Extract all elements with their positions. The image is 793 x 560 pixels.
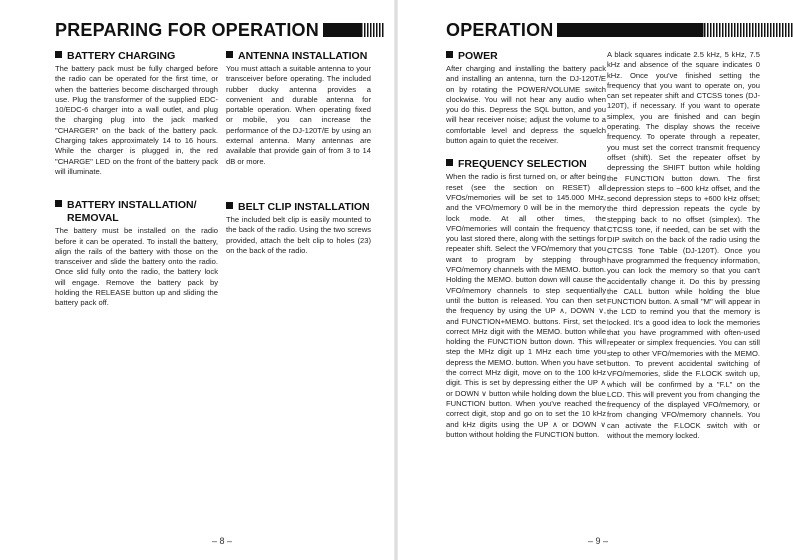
section-heading: ANTENNA INSTALLATION <box>226 50 371 63</box>
left-page-title: PREPARING FOR OPERATION <box>55 20 385 41</box>
antenna-installation-section <box>226 50 371 167</box>
right-page-title: OPERATION <box>446 20 793 41</box>
battery-installation-section <box>55 199 218 308</box>
page-number: – 9 – <box>588 536 609 546</box>
section-text: The battery pack must be fully charged before the radio can be operated for the first time, or when the batteries become discharged through use. Plug the transformer of the supplied EDC-10/EDC-6 charger into a wall outlet, and plug the charging plug into the jack marked "CHARGER" on the back of the battery pack. Charging takes approximately 14 to 16 hours. While the charger is plugged in, the red "CHARGE" LED on the front of the battery pack will illuminate. <box>55 64 218 176</box>
section-text: When the radio is first turned on, or after being reset (see the section on RESET) all VFOs/memories will be set to 145.000 MHz, and the VFO/memory 0 will be in the memory lock mode. At all other times, the VFO/memories will contain the frequency that you last stored there, along with the settings for repeater shift. Select the VFO/memory that you want to program by stepping through VFO/memory channels with the MEMO. button. Holding the MEMO. button down will cause the VFO/memory channels to step sequentially until the button is released. You can then set the frequency by using the UP ∧, DOWN ∨, and FUNCTION+MEMO. buttons. First, set the correct MHz digit with the MEMO. button while holding the FUNCTION button down. This will step the MHz digit up 1 MHz each time you depress the MEMO. button. When you have set the correct MHz digit, move on to the 100 kHz digit. This is set by depressing either the UP ∧ or DOWN ∨ button while holding down the blue FUNCTION button. When you've reached the correct digit, stop and go on to set the 10 kHz and kHz digits using the UP ∧ or DOWN ∨ button without holding the FUNCTION button. <box>446 172 606 439</box>
left-column-1 <box>55 50 218 309</box>
section-text: The included belt clip is easily mounted to the back of the radio. Using the two screws provided, attach the belt clip to holes (23) on the back of the radio. <box>226 214 371 255</box>
section-text: After charging and installing the battery pack and installing an antenna, turn the DJ-120T/E on by rotating the POWER/VOLUME switch clockwise. You will not hear any audio when you do this. Depress the SQL button, and you will hear receiver noise; adjust the volume to a comfortable level and depress the squelch button again to quiet the receiver. <box>446 64 606 146</box>
section-heading: BELT CLIP INSTALLATION <box>226 201 371 214</box>
section-heading: BATTERY CHARGING <box>55 50 218 63</box>
frequency-selection-section <box>446 158 606 440</box>
bullet-square-icon <box>446 159 453 166</box>
section-heading: FREQUENCY SELECTION <box>446 158 606 171</box>
bullet-square-icon <box>226 202 233 209</box>
bullet-square-icon <box>226 51 233 58</box>
section-text: You must attach a suitable antenna to your transceiver before operating. The included rubber ducky antenna provides a convenient and durable antenna for portable operation. When operating fixed or mobile, you can increase the performance of the DJ-120T/E by using an external antenna. Many antennas are available that provide gain of from 3 to 14 dB or more. <box>226 64 371 166</box>
left-column-2 <box>226 50 371 256</box>
section-text-continued: A black squares indicate 2.5 kHz, 5 kHz, 7.5 kHz and absence of the square indicates 0 kHz. Once you've finished setting the frequency that you want to operate on, you can set repeater shift and CTCSS tones (DJ-120T), if necessary. If you want to operate simplex, you are finished and can begin operating. The display shows the receive frequency. To operate through a repeater, you must set the correct transmit frequency offset (shift). Set the repeater offset by depressing the SHIFT button while holding the FUNCTION button down. The first depression steps to −600 kHz offset, and the second depression steps to +600 kHz offset; the third depression repeats the cycle by stepping back to no offset (simplex). The CTCSS tone, if needed, can be set with the DIP switch on the back of the radio using the CTCSS Tone Table (DJ-120T). Once you have programmed the frequency information, you can lock the memory so that you can't accidentally change it. Do this by pressing the CALL button while holding the blue FUNCTION button. A small "M" will appear in the LCD to remind you that the memory is locked. It's a good idea to lock the memories that you have programmed with often-used repeater or simplex frequencies. You can still step to other VFO/memories with the MEMO. button. To prevent accidental switching of VFO/memories, slide the F.LOCK switch up, which will be confirmed by a "F.L" on the LCD. This will prevent you from changing the frequency of the displayed VFO/memory, or from changing VFO/memory channels. You can activate the F.LOCK switch with or without the memory locked. <box>607 50 760 440</box>
power-section <box>446 50 606 146</box>
bullet-square-icon <box>55 51 62 58</box>
bullet-square-icon <box>55 200 62 207</box>
battery-charging-section <box>55 50 218 177</box>
right-page <box>396 0 793 560</box>
section-heading: BATTERY INSTALLATION/ REMOVAL <box>55 199 218 225</box>
section-heading: POWER <box>446 50 606 63</box>
right-column-1 <box>446 50 606 440</box>
title-bar-decoration <box>323 23 385 37</box>
bullet-square-icon <box>446 51 453 58</box>
belt-clip-section <box>226 201 371 256</box>
left-page <box>0 0 396 560</box>
right-column-2 <box>607 50 760 441</box>
page-number: – 8 – <box>212 536 233 546</box>
title-bar-decoration <box>557 23 793 37</box>
section-text: The battery must be installed on the radio before it can be operated. To install the battery, align the rails of the battery with those on the transceiver and slide the battery onto the radio. Once slid fully onto the radio, the battery lock will engage. Remove the battery pack by holding the RELEASE button up and sliding the battery pack off. <box>55 226 218 308</box>
